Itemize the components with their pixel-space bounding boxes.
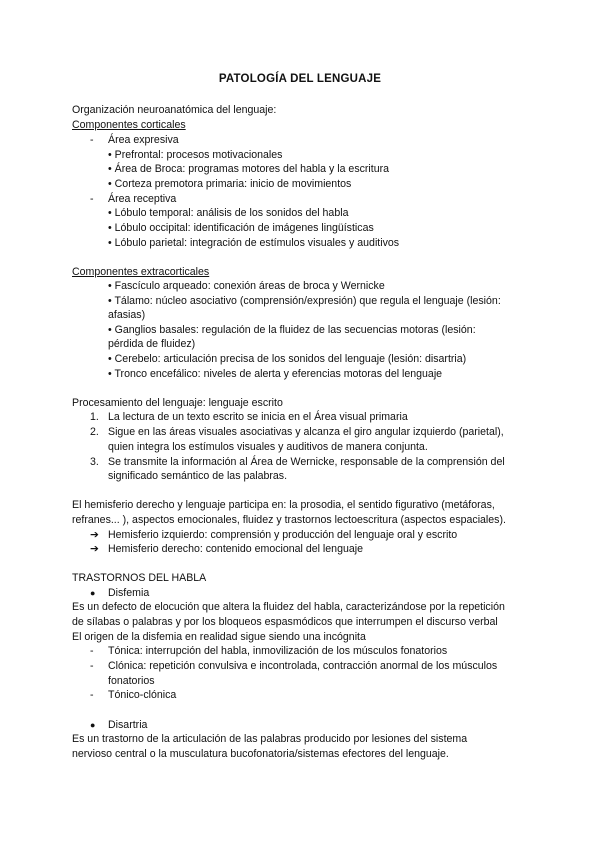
list-item: • Tronco encefálico: niveles de alerta y eferencias motoras del lenguaje: [108, 368, 443, 380]
group-label: Área expresiva: [108, 134, 179, 146]
list-item: • Fascículo arqueado: conexión áreas de broca y Wernicke: [108, 280, 385, 292]
intro-text: Organización neuroanatómica del lenguaje:: [72, 104, 277, 116]
arrow-icon: ➔: [90, 543, 99, 555]
disartria-label: Disartria: [108, 719, 148, 731]
type-item: Clónica: repetición convulsiva e incontrolada, contracción anormal de los músculos: [108, 660, 498, 672]
list-item: • Corteza premotora primaria: inicio de movimientos: [108, 178, 352, 190]
paragraph-line: Es un trastorno de la articulación de las palabras producido por lesiones del sistema: [72, 733, 468, 745]
dash-marker: -: [90, 134, 94, 146]
step-text: quien integra los estímulos visuales y auditivos de manera conjunta.: [108, 441, 428, 453]
type-item-continuation: fonatorios: [108, 675, 155, 687]
cortical-heading: Componentes corticales: [72, 119, 186, 131]
disorders-heading: TRASTORNOS DEL HABLA: [72, 572, 207, 584]
group-label: Área receptiva: [108, 193, 177, 205]
list-item: • Lóbulo parietal: integración de estímulos visuales y auditivos: [108, 237, 400, 249]
disfemia-label: Disfemia: [108, 587, 150, 599]
step-number: 3.: [90, 456, 99, 468]
paragraph-line: nervioso central o la musculatura bucofonatoria/sistemas efectores del lenguaje.: [72, 748, 449, 760]
list-item: • Área de Broca: programas motores del habla y la escritura: [108, 163, 390, 175]
paragraph-line: de sílabas o palabras y por los bloqueos espasmódicos que interrumpen el discurso verbal: [72, 616, 498, 628]
dash-marker: -: [90, 660, 94, 672]
page-title: PATOLOGÍA DEL LENGUAJE: [218, 73, 382, 85]
step-text: La lectura de un texto escrito se inicia en el Área visual primaria: [108, 411, 408, 423]
step-text: significado semántico de las palabras.: [108, 470, 288, 482]
arrow-icon: ➔: [90, 529, 99, 541]
arrow-item: Hemisferio derecho: contenido emocional del lenguaje: [108, 543, 363, 555]
step-number: 2.: [90, 426, 99, 438]
paragraph-line: El hemisferio derecho y lenguaje participa en: la prosodia, el sentido figurativo (metáforas,: [72, 499, 495, 511]
arrow-item: Hemisferio izquierdo: comprensión y producción del lenguaje oral y escrito: [108, 529, 458, 541]
dash-marker: -: [90, 689, 94, 701]
bullet-icon: ●: [90, 720, 96, 730]
list-item-continuation: afasias): [108, 309, 146, 321]
type-item: Tónica: interrupción del habla, inmovilización de los músculos fonatorios: [108, 645, 448, 657]
step-text: Sigue en las áreas visuales asociativas y alcanza el giro angular izquierdo (parietal),: [108, 426, 504, 438]
paragraph-line: Es un defecto de elocución que altera la fluidez del habla, caracterizándose por la repetición: [72, 601, 505, 613]
bullet-icon: ●: [90, 588, 96, 598]
list-item: • Ganglios basales: regulación de la fluidez de las secuencias motoras (lesión:: [108, 324, 476, 336]
paragraph-line: refranes... ), aspectos emocionales, fluidez y trastornos lectoescritura (aspectos espaciales).: [72, 514, 506, 526]
list-item: • Prefrontal: procesos motivacionales: [108, 149, 283, 161]
type-item: Tónico-clónica: [108, 689, 177, 701]
extracortical-heading: Componentes extracorticales: [72, 266, 210, 278]
paragraph-line: El origen de la disfemia en realidad sigue siendo una incógnita: [72, 631, 366, 643]
step-text: Se transmite la información al Área de Wernicke, responsable de la comprensión del: [108, 456, 505, 468]
list-item-continuation: pérdida de fluidez): [108, 338, 196, 350]
list-item: • Cerebelo: articulación precisa de los sonidos del lenguaje (lesión: disartria): [108, 353, 467, 365]
dash-marker: -: [90, 645, 94, 657]
dash-marker: -: [90, 193, 94, 205]
list-item: • Lóbulo temporal: análisis de los sonidos del habla: [108, 207, 349, 219]
written-heading: Procesamiento del lenguaje: lenguaje escrito: [72, 397, 283, 409]
list-item: • Tálamo: núcleo asociativo (comprensión/expresión) que regula el lenguaje (lesión:: [108, 295, 501, 307]
step-number: 1.: [90, 411, 99, 423]
list-item: • Lóbulo occipital: identificación de imágenes lingüísticas: [108, 222, 374, 234]
